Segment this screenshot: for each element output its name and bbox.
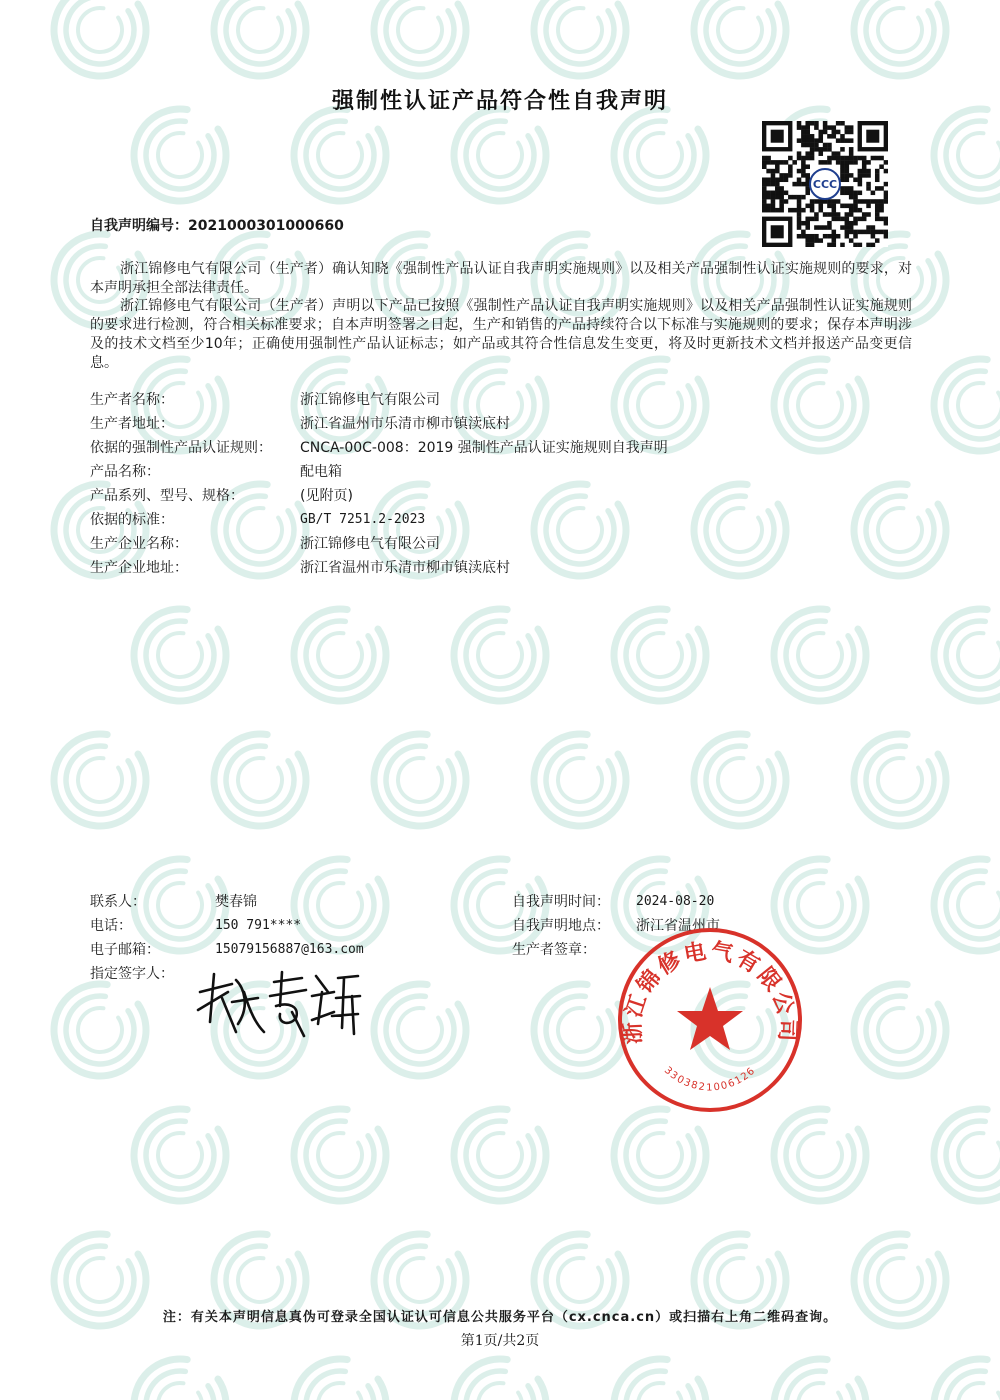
watermark-glyph xyxy=(134,109,226,201)
watermark-glyph xyxy=(534,734,626,826)
watermark-glyph xyxy=(694,734,786,826)
contact-person-value: 樊春锦 xyxy=(215,894,257,910)
info-value: 配电箱 xyxy=(300,464,342,480)
info-label: 生产企业地址： xyxy=(90,560,188,576)
info-label: 产品系列、型号、规格： xyxy=(90,488,244,504)
watermark-glyph xyxy=(934,359,1000,451)
watermark-glyph xyxy=(694,0,786,76)
declaration-time-value: 2024-08-20 xyxy=(636,894,715,909)
watermark-glyph xyxy=(374,0,466,76)
watermark-glyph xyxy=(54,984,146,1076)
watermark-glyph xyxy=(614,109,706,201)
watermark-glyph xyxy=(614,609,706,701)
product-info-table xyxy=(90,388,910,580)
info-row-manufacturer-name xyxy=(90,532,910,556)
company-seal xyxy=(615,925,805,1115)
declaration-time-label: 自我声明时间： xyxy=(512,894,610,910)
watermark-glyph xyxy=(614,1109,706,1201)
watermark-glyph xyxy=(454,1109,546,1201)
info-value: 浙江锦修电气有限公司 xyxy=(300,392,440,408)
info-row-producer-address xyxy=(90,412,910,436)
watermark-glyph xyxy=(934,609,1000,701)
ccc-mark-text: CCC xyxy=(812,178,838,191)
declaration-place-label: 自我声明地点： xyxy=(512,918,610,934)
info-value: GB/T 7251.2-2023 xyxy=(300,512,426,527)
info-value: 浙江省温州市乐清市柳市镇渎底村 xyxy=(300,416,510,432)
seal-star-icon xyxy=(677,987,743,1050)
document-title: 强制性认证产品符合性自我声明 xyxy=(331,89,668,114)
declaration-number xyxy=(90,215,344,235)
watermark-glyph xyxy=(214,0,306,76)
info-label: 依据的标准： xyxy=(90,512,174,528)
watermark-glyph xyxy=(614,1359,706,1400)
producer-seal-label: 生产者签章： xyxy=(512,942,596,958)
watermark-glyph xyxy=(854,984,946,1076)
watermark-glyph xyxy=(374,984,466,1076)
watermark-glyph xyxy=(934,1109,1000,1201)
watermark-glyph xyxy=(54,0,146,76)
contact-email-row xyxy=(90,938,430,962)
watermark-glyph xyxy=(54,734,146,826)
seal-code: 3303821006126 xyxy=(661,1064,759,1094)
watermark-glyph xyxy=(534,0,626,76)
watermark-glyph xyxy=(294,609,386,701)
qr-code[interactable] xyxy=(762,121,888,247)
watermark-glyph xyxy=(454,609,546,701)
contact-phone-value: 150 791**** xyxy=(215,918,302,933)
contact-phone-label: 电话： xyxy=(90,918,132,934)
info-label: 生产者地址： xyxy=(90,416,174,432)
declaration-number-value: 2021000301000660 xyxy=(188,218,344,234)
info-label: 生产企业名称： xyxy=(90,536,188,552)
watermark-glyph xyxy=(934,1359,1000,1400)
watermark-glyph xyxy=(294,109,386,201)
info-row-product-name xyxy=(90,460,910,484)
paragraph-responsibility: 浙江锦修电气有限公司（生产者）确认知晓《强制性产品认证自我声明实施规则》以及相关产品强制性认证实施规则的要求，对本声明承担全部法律责任。 xyxy=(90,261,912,296)
watermark-glyph xyxy=(934,859,1000,951)
contact-email-label: 电子邮箱： xyxy=(90,942,160,958)
watermark-glyph xyxy=(214,734,306,826)
page-number: 第1页/共2页 xyxy=(460,1333,540,1349)
signer-label: 指定签字人： xyxy=(90,966,174,982)
info-row-producer-name xyxy=(90,388,910,412)
handwritten-signature xyxy=(192,962,362,1042)
info-row-standard xyxy=(90,508,910,532)
watermark-glyph xyxy=(294,1359,386,1400)
contact-phone-row xyxy=(90,914,430,938)
declaration-number-label: 自我声明编号： xyxy=(90,218,188,234)
watermark-glyph xyxy=(774,1109,866,1201)
watermark-glyph xyxy=(134,1109,226,1201)
seal-text: 浙江锦修电气有限公司 xyxy=(619,937,801,1045)
contact-email-value[interactable]: 15079156887@163.com xyxy=(215,942,364,957)
footer-note: 注：有关本声明信息真伪可登录全国认证认可信息公共服务平台（cx.cnca.cn）或扫描右上角二维码查询。 xyxy=(162,1310,838,1325)
info-value: 浙江省温州市乐清市柳市镇渎底村 xyxy=(300,560,510,576)
watermark-glyph xyxy=(294,1109,386,1201)
info-value: 浙江锦修电气有限公司 xyxy=(300,536,440,552)
info-row-product-series xyxy=(90,484,910,508)
watermark-glyph xyxy=(454,1359,546,1400)
watermark-glyph xyxy=(134,609,226,701)
watermark-glyph xyxy=(374,734,466,826)
watermark-glyph xyxy=(134,1359,226,1400)
watermark-glyph xyxy=(454,109,546,201)
watermark-glyph xyxy=(534,984,626,1076)
watermark-glyph xyxy=(774,1359,866,1400)
watermark-glyph xyxy=(934,109,1000,201)
info-row-manufacturer-address xyxy=(90,556,910,580)
info-row-certification-rule xyxy=(90,436,910,460)
info-label: 产品名称： xyxy=(90,464,160,480)
declaration-place-value: 浙江省温州市 xyxy=(636,918,720,934)
contact-person-row xyxy=(90,890,430,914)
watermark-glyph xyxy=(854,734,946,826)
contact-person-label: 联系人： xyxy=(90,894,146,910)
info-label: 生产者名称： xyxy=(90,392,174,408)
info-value: (见附页) xyxy=(300,488,353,504)
declaration-time-row xyxy=(512,890,842,914)
paragraph-conformity: 浙江锦修电气有限公司（生产者）声明以下产品已按照《强制性产品认证自我声明实施规则》以及相关产品强制性认证实施规则的要求进行检测，符合相关标准要求；自本声明签署之日起，生产和销售的产品持续符合以下标准与实施规则的要求；保存本声明涉及的技术文档至少10年；正确使用强制性产品认证标志；如产品或其符合性信息发生变更，将及时更新技术文档并报送产品变更信息。 xyxy=(90,298,912,371)
info-value: CNCA-00C-008：2019 强制性产品认证实施规则自我声明 xyxy=(300,440,668,456)
info-label: 依据的强制性产品认证规则： xyxy=(90,440,272,456)
watermark-glyph xyxy=(774,609,866,701)
watermark-glyph xyxy=(854,0,946,76)
